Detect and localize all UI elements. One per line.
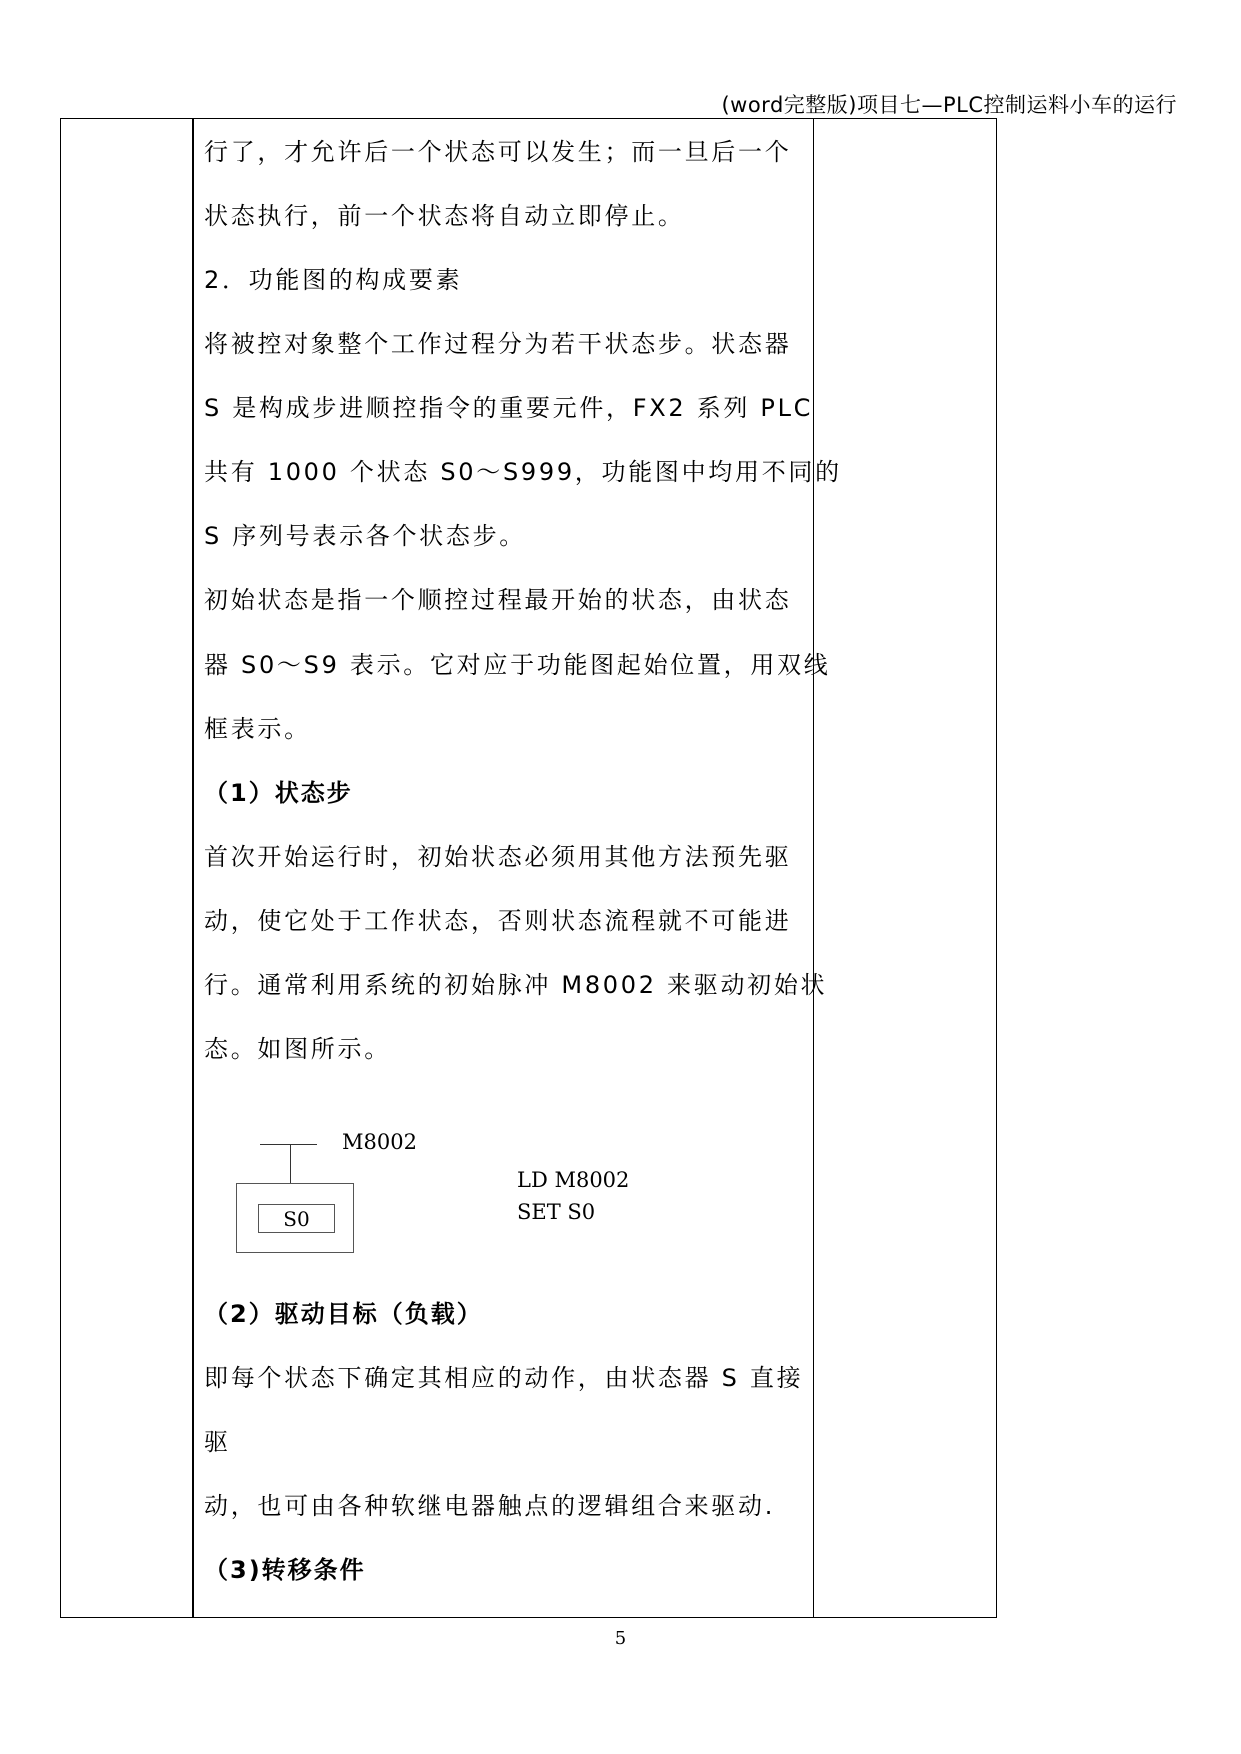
paragraph-line: 框表示。 [204,715,311,743]
instruction-line: LD M8002 [517,1168,630,1192]
paragraph-line: 动，使它处于工作状态，否则状态流程就不可能进 [204,907,792,935]
paragraph-line: 即每个状态下确定其相应的动作，由状态器 S 直接 [204,1364,804,1392]
subsection-heading: （1）状态步 [204,779,353,807]
connector-line [290,1144,291,1184]
paragraph-line: 将被控对象整个工作过程分为若干状态步。状态器 [204,330,792,358]
paragraph-line: 行。通常利用系统的初始脉冲 M8002 来驱动初始状 [204,971,828,999]
table-column-divider [813,119,814,1617]
paragraph-line: 器 S0～S9 表示。它对应于功能图起始位置，用双线 [204,651,831,679]
paragraph-line: S 序列号表示各个状态步。 [204,522,526,550]
initial-state-box: S0 [258,1204,335,1233]
paragraph-line: 态。如图所示。 [204,1035,391,1063]
paragraph-line: 初始状态是指一个顺控过程最开始的状态，由状态 [204,586,792,614]
page-number: 5 [614,1628,627,1649]
instruction-line: SET S0 [517,1200,596,1224]
paragraph-line: 行了，才允许后一个状态可以发生；而一旦后一个 [204,138,792,166]
document-header: (word完整版)项目七—PLC控制运料小车的运行 [721,93,1177,117]
paragraph-line: 状态执行，前一个状态将自动立即停止。 [204,202,685,230]
subsection-heading: （3)转移条件 [204,1556,366,1584]
paragraph-line: S 是构成步进顺控指令的重要元件，FX2 系列 PLC [204,394,814,422]
initial-state-diagram [230,1120,670,1270]
paragraph-line: 首次开始运行时，初始状态必须用其他方法预先驱 [204,843,792,871]
paragraph-line: 驱 [204,1428,231,1456]
section-heading: 2．功能图的构成要素 [204,266,463,294]
table-column-divider [192,119,194,1617]
subsection-heading: （2）驱动目标（负载） [204,1300,483,1328]
contact-line [260,1144,317,1145]
paragraph-line: 共有 1000 个状态 S0～S999，功能图中均用不同的 [204,458,842,486]
paragraph-line: 动，也可由各种软继电器触点的逻辑组合来驱动. [204,1492,776,1520]
contact-label: M8002 [342,1130,417,1154]
